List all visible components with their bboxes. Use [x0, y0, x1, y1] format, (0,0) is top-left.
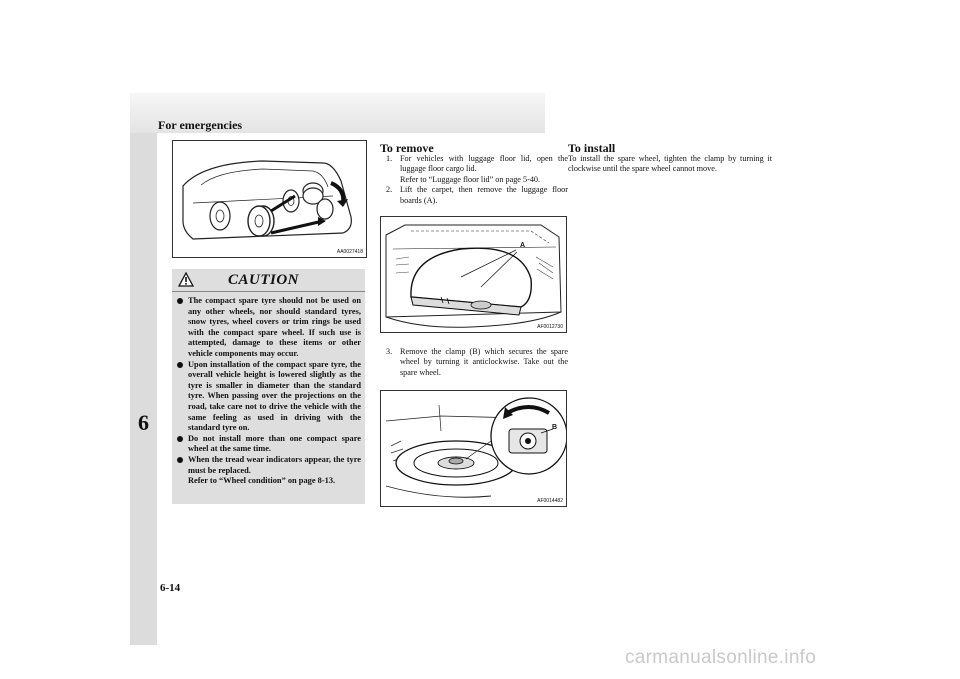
page-number: 6-14 [160, 582, 181, 594]
caution-list [177, 296, 361, 487]
caution-item [177, 360, 361, 434]
step-item [380, 154, 568, 185]
step-reference: Refer to “Luggage floor lid” on page 5-40. [400, 174, 541, 184]
step-text: For vehicles with luggage floor lid, open the luggage floor cargo lid. [400, 154, 568, 174]
chapter-number: 6 [138, 410, 149, 435]
section-title: For emergencies [158, 118, 243, 132]
caution-item-text: When the tread wear indicators appear, the tyre must be replaced. [188, 454, 361, 475]
step-item [380, 347, 568, 378]
car-illustration [173, 141, 366, 257]
luggage-floor-illustration [380, 216, 567, 333]
warning-triangle-icon [178, 272, 194, 287]
step-number: 1. [386, 154, 393, 163]
caution-title: CAUTION [228, 272, 300, 288]
watermark: carmanualsonline.info [625, 647, 817, 668]
caution-item-text: Upon installation of the compact spare tyre, the overall vehicle height is lowered slightly as the tyre is smaller in diameter than the standard tyre. When passing over the projections on the road, take care not to drive the vehicle with the same feeling as used in driving with the standard tyre on. [188, 359, 361, 433]
step-text: Lift the carpet, then remove the luggage floor boards (A). [400, 185, 568, 205]
trunk-illustration [381, 217, 566, 332]
spare-wheel-illustration [172, 140, 367, 258]
remove-heading: To remove [380, 141, 434, 155]
caution-item-text: Do not install more than one compact spare wheel at the same time. [188, 433, 361, 454]
bullet-icon [177, 457, 183, 463]
remove-steps [380, 154, 568, 206]
step-number: 3. [386, 347, 393, 356]
figure-code: AA0027418 [336, 249, 363, 255]
bullet-icon [177, 298, 183, 304]
caution-reference: Refer to “Wheel condition” on page 8-13. [188, 476, 336, 486]
caution-item [177, 455, 361, 487]
chapter-tab [130, 133, 157, 645]
install-heading: To install [568, 141, 616, 155]
step-text: Remove the clamp (B) which secures the spare wheel by turning it anticlockwise. Take out the spare wheel. [400, 347, 568, 377]
caution-header [172, 269, 365, 292]
caution-box [172, 269, 365, 504]
install-text: To install the spare wheel, tighten the clamp by turning it clockwise until the spare wheel cannot move. [568, 154, 772, 174]
spare-wheel-well-illustration [381, 391, 566, 506]
remove-steps-continued [380, 347, 568, 378]
step-item [380, 185, 568, 206]
caution-item [177, 296, 361, 360]
bullet-icon [177, 436, 183, 442]
caution-item [177, 434, 361, 455]
step-number: 2. [386, 185, 393, 195]
bullet-icon [177, 362, 183, 368]
caution-item-text: The compact spare tyre should not be used on any other wheels, nor should standard tyres, snow tyres, wheel covers or trim rings be used with the compact spare wheel. If such use is attempted, damage to these items or other vehicle components may occur. [188, 296, 361, 358]
label-a: A [520, 242, 526, 249]
figure-code: AF0012730 [537, 324, 563, 330]
clamp-illustration [380, 390, 567, 507]
figure-code: AF0014482 [537, 498, 563, 504]
label-b: B [552, 424, 558, 431]
